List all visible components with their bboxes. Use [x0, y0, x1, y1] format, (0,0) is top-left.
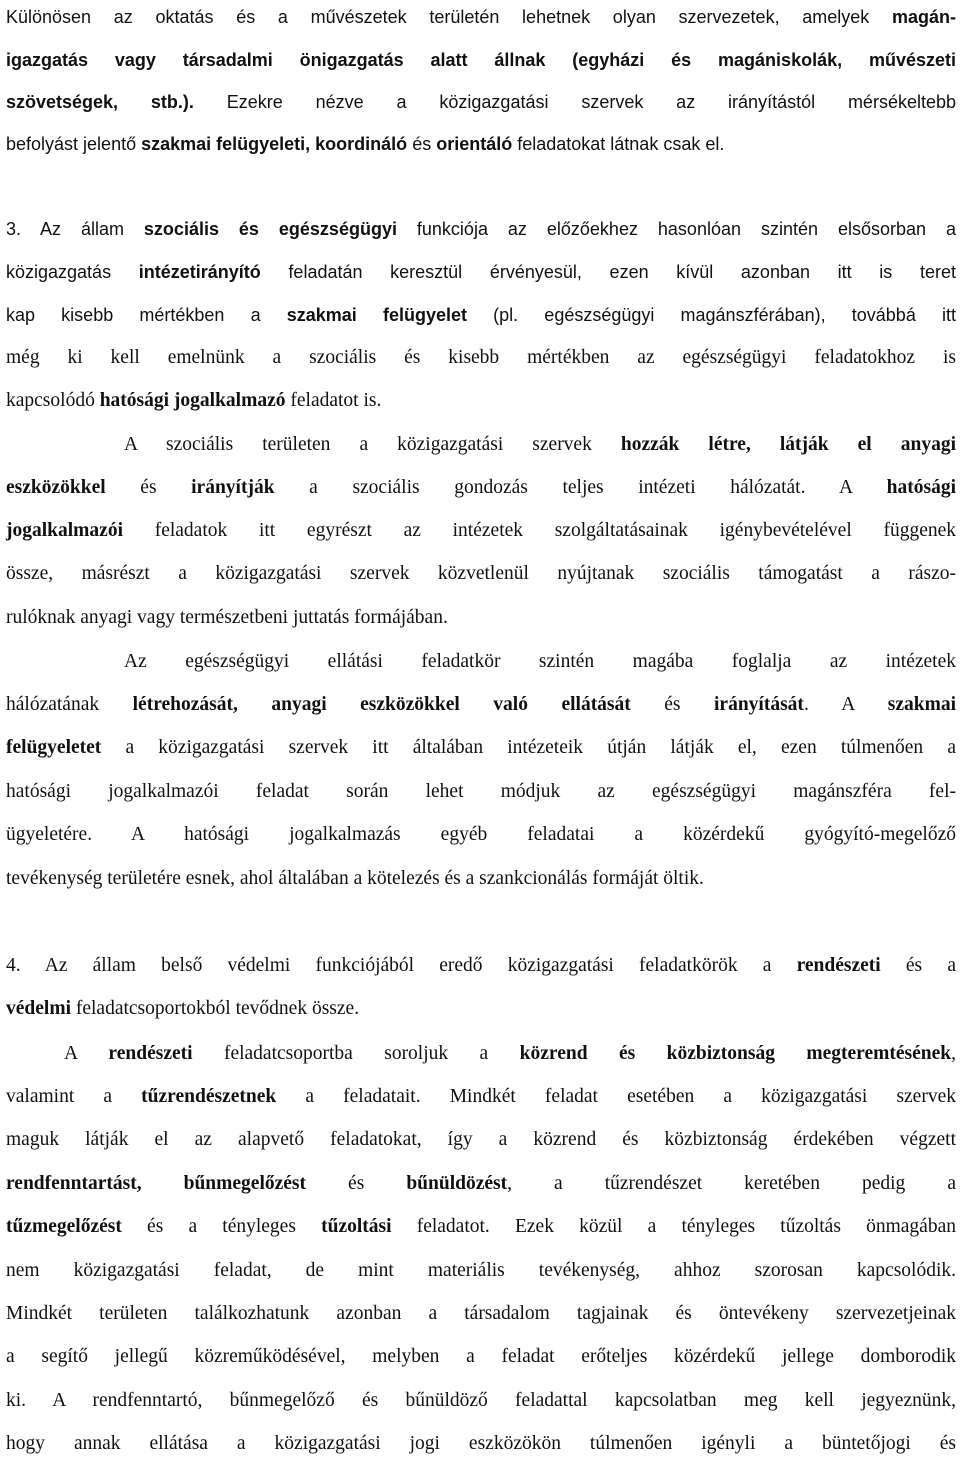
text-line: [6, 1082, 956, 1112]
text-line: [6, 1125, 956, 1155]
text-run: hatósági jogalkalmazói feladat során lehet módjuk az egészségügyi magánszféra fel-: [6, 781, 956, 802]
text-line: [6, 777, 956, 807]
bold-text: létrehozását, anyagi eszközökkel való ellátását: [132, 694, 631, 715]
text-run: a segítő jellegű közreműködésével, melyben a feladat erőteljes közérdekű jellege domborodik: [6, 1346, 956, 1367]
bold-text: tűzmegelőzést: [6, 1216, 122, 1237]
text-run: Ezekre nézve a közigazgatási szervek az irányítástól mérsékeltebb: [193, 92, 956, 112]
text-line: [6, 386, 956, 416]
bold-text: tűzrendészetnek: [141, 1086, 277, 1107]
text-run: valamint a: [6, 1086, 142, 1107]
bold-text: hatósági: [886, 477, 956, 498]
text-run: A szociális területen a közigazgatási szervek: [124, 434, 621, 455]
text-run: Mindkét területen találkozhatunk azonban a társadalom tagjainak és öntevékeny szervezetjeinak: [6, 1303, 956, 1324]
text-run: tevékenység területére esnek, ahol általában a kötelezés és a szankcionálás formáját öltik.: [6, 868, 704, 889]
bold-text: tűzoltási: [321, 1216, 392, 1237]
text-line: [6, 994, 956, 1024]
bold-text: rendészeti: [796, 955, 881, 976]
text-run: a szociális gondozás teljes intézeti hálózatát. A: [274, 477, 887, 498]
text-run: ügyeletére. A hatósági jogalkalmazás egyéb feladatai a közérdekű gyógyító-megelőző: [6, 824, 956, 845]
text-line: [124, 430, 956, 460]
text-run: feladatok itt egyrészt az intézetek szolgáltatásainak igénybevételével függenek: [123, 520, 956, 541]
text-line: [6, 603, 956, 633]
text-line: [6, 1212, 956, 1242]
text-line: [6, 864, 956, 894]
text-line: [6, 300, 956, 330]
text-line: [6, 1169, 956, 1199]
text-run: befolyást jelentő: [6, 134, 142, 154]
bold-text: szakmai felügyeleti, koordináló: [141, 134, 408, 154]
text-run: 4. Az állam belső védelmi funkciójából eredő közigazgatási feladatkörök a: [6, 955, 797, 976]
text-run: funkciója az előzőekhez hasonlóan szintén elsősorban a: [396, 219, 956, 239]
text-run: A: [64, 1043, 109, 1064]
bold-text: hozzák létre, látják el anyagi: [620, 434, 956, 455]
text-line: [6, 1299, 956, 1329]
text-run: a közigazgatási szervek itt általában intézeteik útján látják el, ezen túlmenően a: [101, 737, 956, 758]
text-line: [6, 733, 956, 763]
text-run: feladatokat látnak csak el.: [512, 134, 725, 154]
bold-text: védelmi: [6, 998, 71, 1019]
bold-text: eszközökkel: [6, 477, 106, 498]
text-run: maguk látják el az alapvető feladatokat, így a közrend és közbiztonság érdekében végzett: [6, 1129, 956, 1150]
text-line: [6, 343, 956, 373]
bold-text: intézetirányító: [138, 262, 261, 282]
text-run: rulóknak anyagi vagy természetbeni juttatás formájában.: [6, 607, 448, 628]
text-run: kapcsolódó: [6, 390, 100, 411]
text-run: Az egészségügyi ellátási feladatkör szintén magába foglalja az intézetek: [124, 651, 956, 672]
text-run: nem közigazgatási feladat, de mint materiális tevékenység, ahhoz szorosan kapcsolódik.: [6, 1260, 956, 1281]
text-run: hálózatának: [6, 694, 133, 715]
text-run: és: [630, 694, 715, 715]
text-run: feladatot. Ezek közül a tényleges tűzoltás önmagában: [391, 1216, 956, 1237]
text-run: és: [306, 1173, 407, 1194]
text-run: Különösen az oktatás és a művészetek területén lehetnek olyan szervezetek, amelyek: [6, 7, 892, 27]
bold-text: szakmai felügyelet: [286, 305, 467, 325]
bold-text: szakmai: [887, 694, 956, 715]
text-line: [6, 473, 956, 503]
text-run: és: [407, 134, 437, 154]
text-line: [6, 2, 956, 32]
text-line: [6, 1256, 956, 1286]
text-run: feladatcsoportba soroljuk a: [192, 1043, 520, 1064]
bold-text: igazgatás vagy társadalmi önigazgatás alatt állnak (egyházi és magániskolák, művészeti: [6, 50, 956, 70]
text-run: (pl. egészségügyi magánszférában), továbbá itt: [466, 305, 956, 325]
text-line: [6, 820, 956, 850]
bold-text: hatósági jogalkalmazó: [99, 390, 286, 411]
text-run: kap kisebb mértékben a: [6, 305, 287, 325]
text-run: össze, másrészt a közigazgatási szervek közvetlenül nyújtanak szociális támogatást a rászo-: [6, 563, 956, 584]
bold-text: szociális és egészségügyi: [143, 219, 397, 239]
text-run: és a tényleges: [121, 1216, 322, 1237]
bold-text: felügyeletet: [6, 737, 102, 758]
bold-text: rendészeti: [108, 1043, 193, 1064]
text-run: ,: [951, 1043, 956, 1064]
text-run: és a: [880, 955, 956, 976]
bold-text: irányítják: [191, 477, 275, 498]
bold-text: orientáló: [436, 134, 513, 154]
text-line: [6, 1386, 956, 1416]
text-line: [6, 214, 956, 244]
text-line: [6, 516, 956, 546]
bold-text: magán-: [891, 7, 956, 27]
bold-text: közrend és közbiztonság megteremtésének: [519, 1043, 952, 1064]
text-run: 3. Az állam: [6, 219, 144, 239]
text-run: hogy annak ellátása a közigazgatási jogi eszközökön túlmenően igényli a büntetőjogi és: [6, 1433, 956, 1454]
bold-text: szövetségek, stb.).: [6, 92, 194, 112]
text-run: még ki kell emelnünk a szociális és kisebb mértékben az egészségügyi feladatokhoz is: [6, 347, 956, 368]
text-run: és: [105, 477, 192, 498]
text-line: [6, 129, 956, 159]
text-run: feladatot is.: [285, 390, 382, 411]
bold-text: irányítását: [714, 694, 804, 715]
text-line: [6, 690, 956, 720]
text-run: közigazgatás: [6, 262, 139, 282]
text-line: [6, 951, 956, 981]
bold-text: jogalkalmazói: [6, 520, 123, 541]
text-line: [6, 257, 956, 287]
text-line: [6, 559, 956, 589]
text-line: [6, 45, 956, 75]
text-run: ki. A rendfenntartó, bűnmegelőző és bűnüldöző feladattal kapcsolatban meg kell jegyeznünk,: [6, 1390, 956, 1411]
text-run: , a tűzrendészet keretében pedig a: [507, 1173, 956, 1194]
text-line: [124, 647, 956, 677]
text-run: feladatcsoportokból tevődnek össze.: [70, 998, 360, 1019]
bold-text: rendfenntartást, bűnmegelőzést: [6, 1173, 307, 1194]
text-line: [6, 1429, 956, 1459]
text-line: [6, 87, 956, 117]
text-run: feladatán keresztül érvényesül, ezen kívül azonban itt is teret: [260, 262, 956, 282]
text-run: . A: [803, 694, 888, 715]
text-line: [64, 1039, 956, 1069]
text-line: [6, 1342, 956, 1372]
text-run: a feladatait. Mindkét feladat esetében a közigazgatási szervek: [276, 1086, 956, 1107]
bold-text: bűnüldözést: [406, 1173, 508, 1194]
